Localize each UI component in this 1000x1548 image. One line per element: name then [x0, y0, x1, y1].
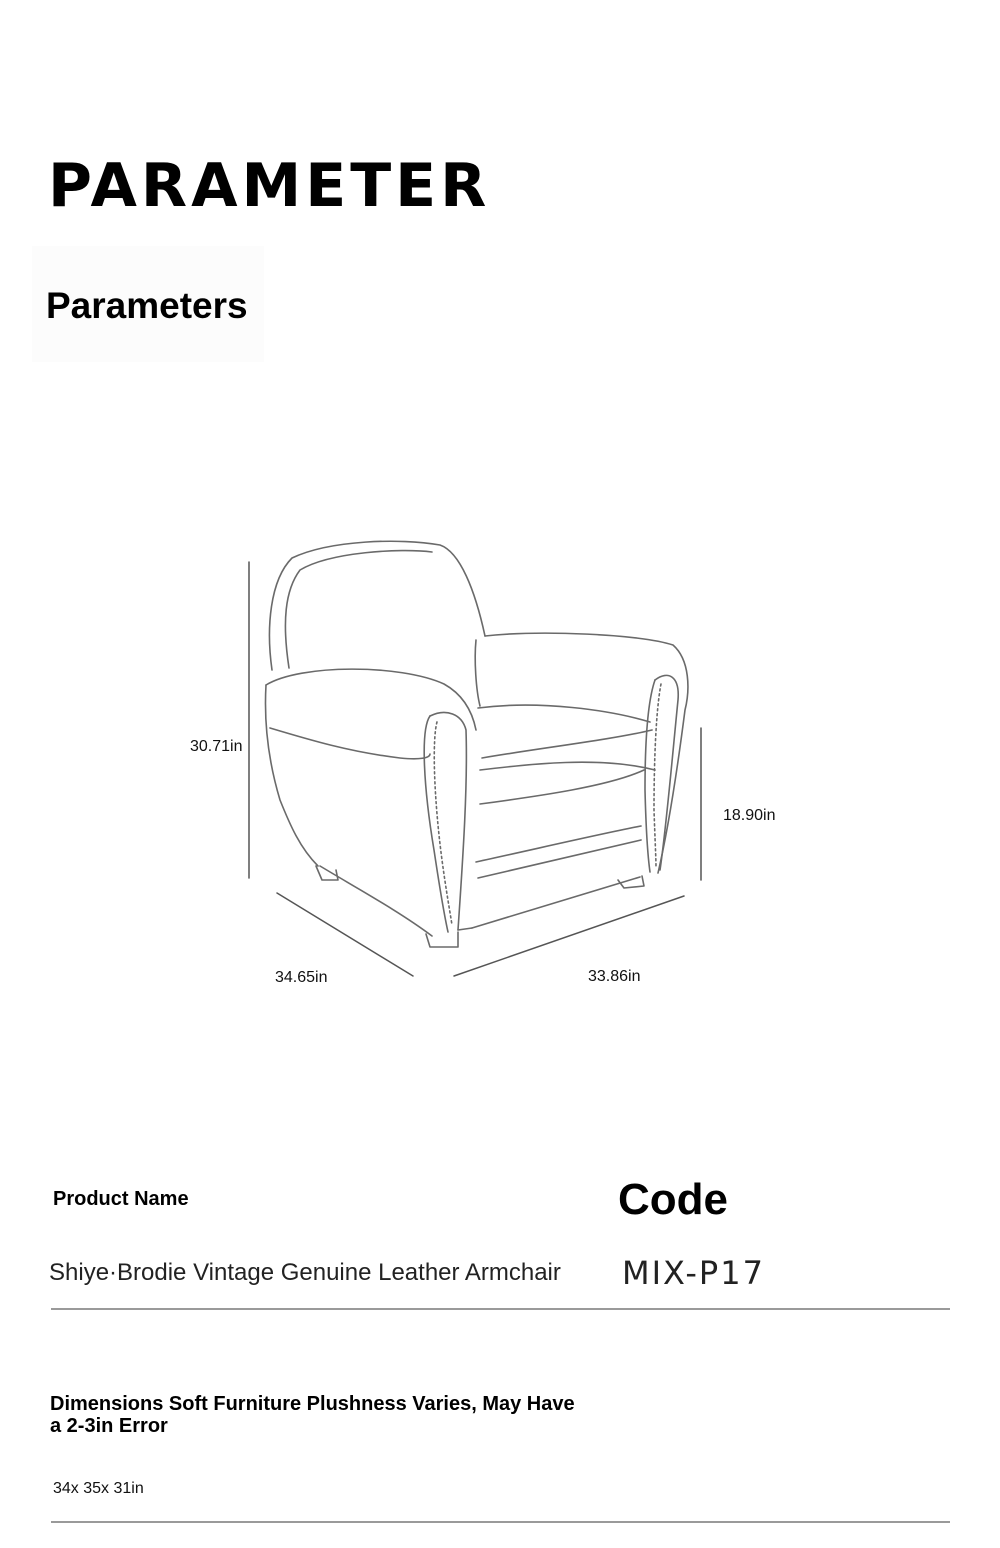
- divider: [51, 1521, 950, 1523]
- dimensions-value: 34x 35x 31in: [53, 1480, 144, 1497]
- dimensions-label: Dimensions Soft Furniture Plushness Varies, May Have a 2-3in Error: [50, 1393, 575, 1437]
- code-label: Code: [618, 1175, 728, 1224]
- product-name-value: Shiye·Brodie Vintage Genuine Leather Armchair: [49, 1259, 561, 1286]
- depth-dimension-label: 34.65in: [275, 969, 328, 986]
- height-dimension-label: 30.71in: [190, 738, 243, 755]
- armchair-outline: [266, 541, 688, 947]
- product-name-label: Product Name: [53, 1188, 189, 1210]
- section-subtitle: Parameters: [46, 285, 248, 326]
- dimension-lines: [249, 562, 701, 976]
- divider: [51, 1308, 950, 1310]
- width-dimension-label: 33.86in: [588, 968, 641, 985]
- seat-height-dimension-label: 18.90in: [723, 807, 776, 824]
- page-title: PARAMETER: [48, 151, 491, 221]
- code-value: MIX-P17: [622, 1254, 765, 1292]
- armchair-diagram: [240, 525, 800, 995]
